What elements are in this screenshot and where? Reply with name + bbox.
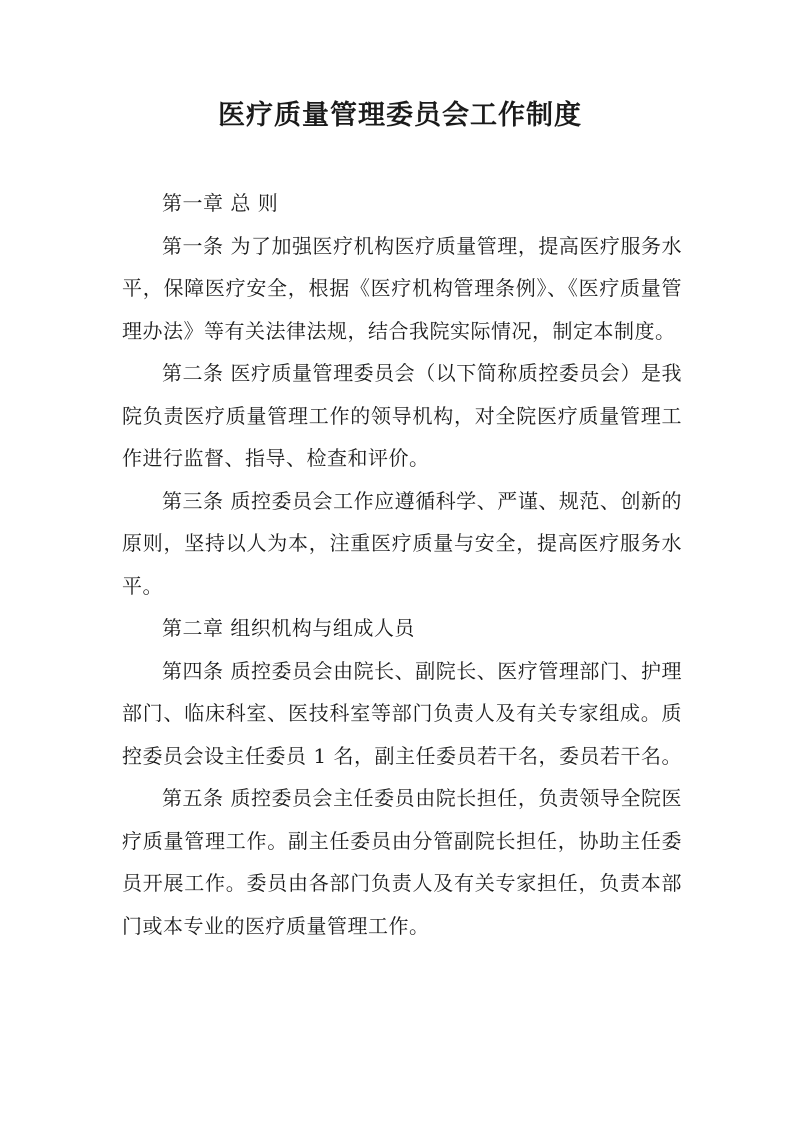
chapter-heading: 第二章 组织机构与组成人员	[162, 616, 415, 640]
document-title: 医疗质量管理委员会工作制度	[218, 100, 582, 131]
article-paragraph: 第一条 为了加强医疗机构医疗质量管理，提高医疗服务水平，保障医疗安全，根据《医疗机构管理条例》、《医疗质量管理办法》等有关法律法规，结合我院实际情况，制定本制度。	[122, 233, 682, 343]
article-paragraph: 第五条 质控委员会主任委员由院长担任，负责领导全院医疗质量管理工作。副主任委员由分管副院长担任，协助主任委员开展工作。委员由各部门负责人及有关专家担任，负责本部门或本专业的医疗质量管理工作。	[122, 786, 682, 938]
document-body	[122, 182, 682, 947]
article-paragraph: 第三条 质控委员会工作应遵循科学、严谨、规范、创新的原则，坚持以人为本，注重医疗质量与安全，提高医疗服务水平。	[122, 488, 682, 598]
article-paragraph: 第二条 医疗质量管理委员会（以下简称质控委员会）是我院负责医疗质量管理工作的领导机构，对全院医疗质量管理工作进行监督、指导、检查和评价。	[122, 361, 682, 470]
chapter-heading: 第一章 总 则	[162, 191, 279, 215]
article-paragraph: 第四条 质控委员会由院长、副院长、医疗管理部门、护理部门、临床科室、医技科室等部门负责人及有关专家组成。质控委员会设主任委员 1 名，副主任委员若干名，委员若干名。	[122, 658, 682, 768]
